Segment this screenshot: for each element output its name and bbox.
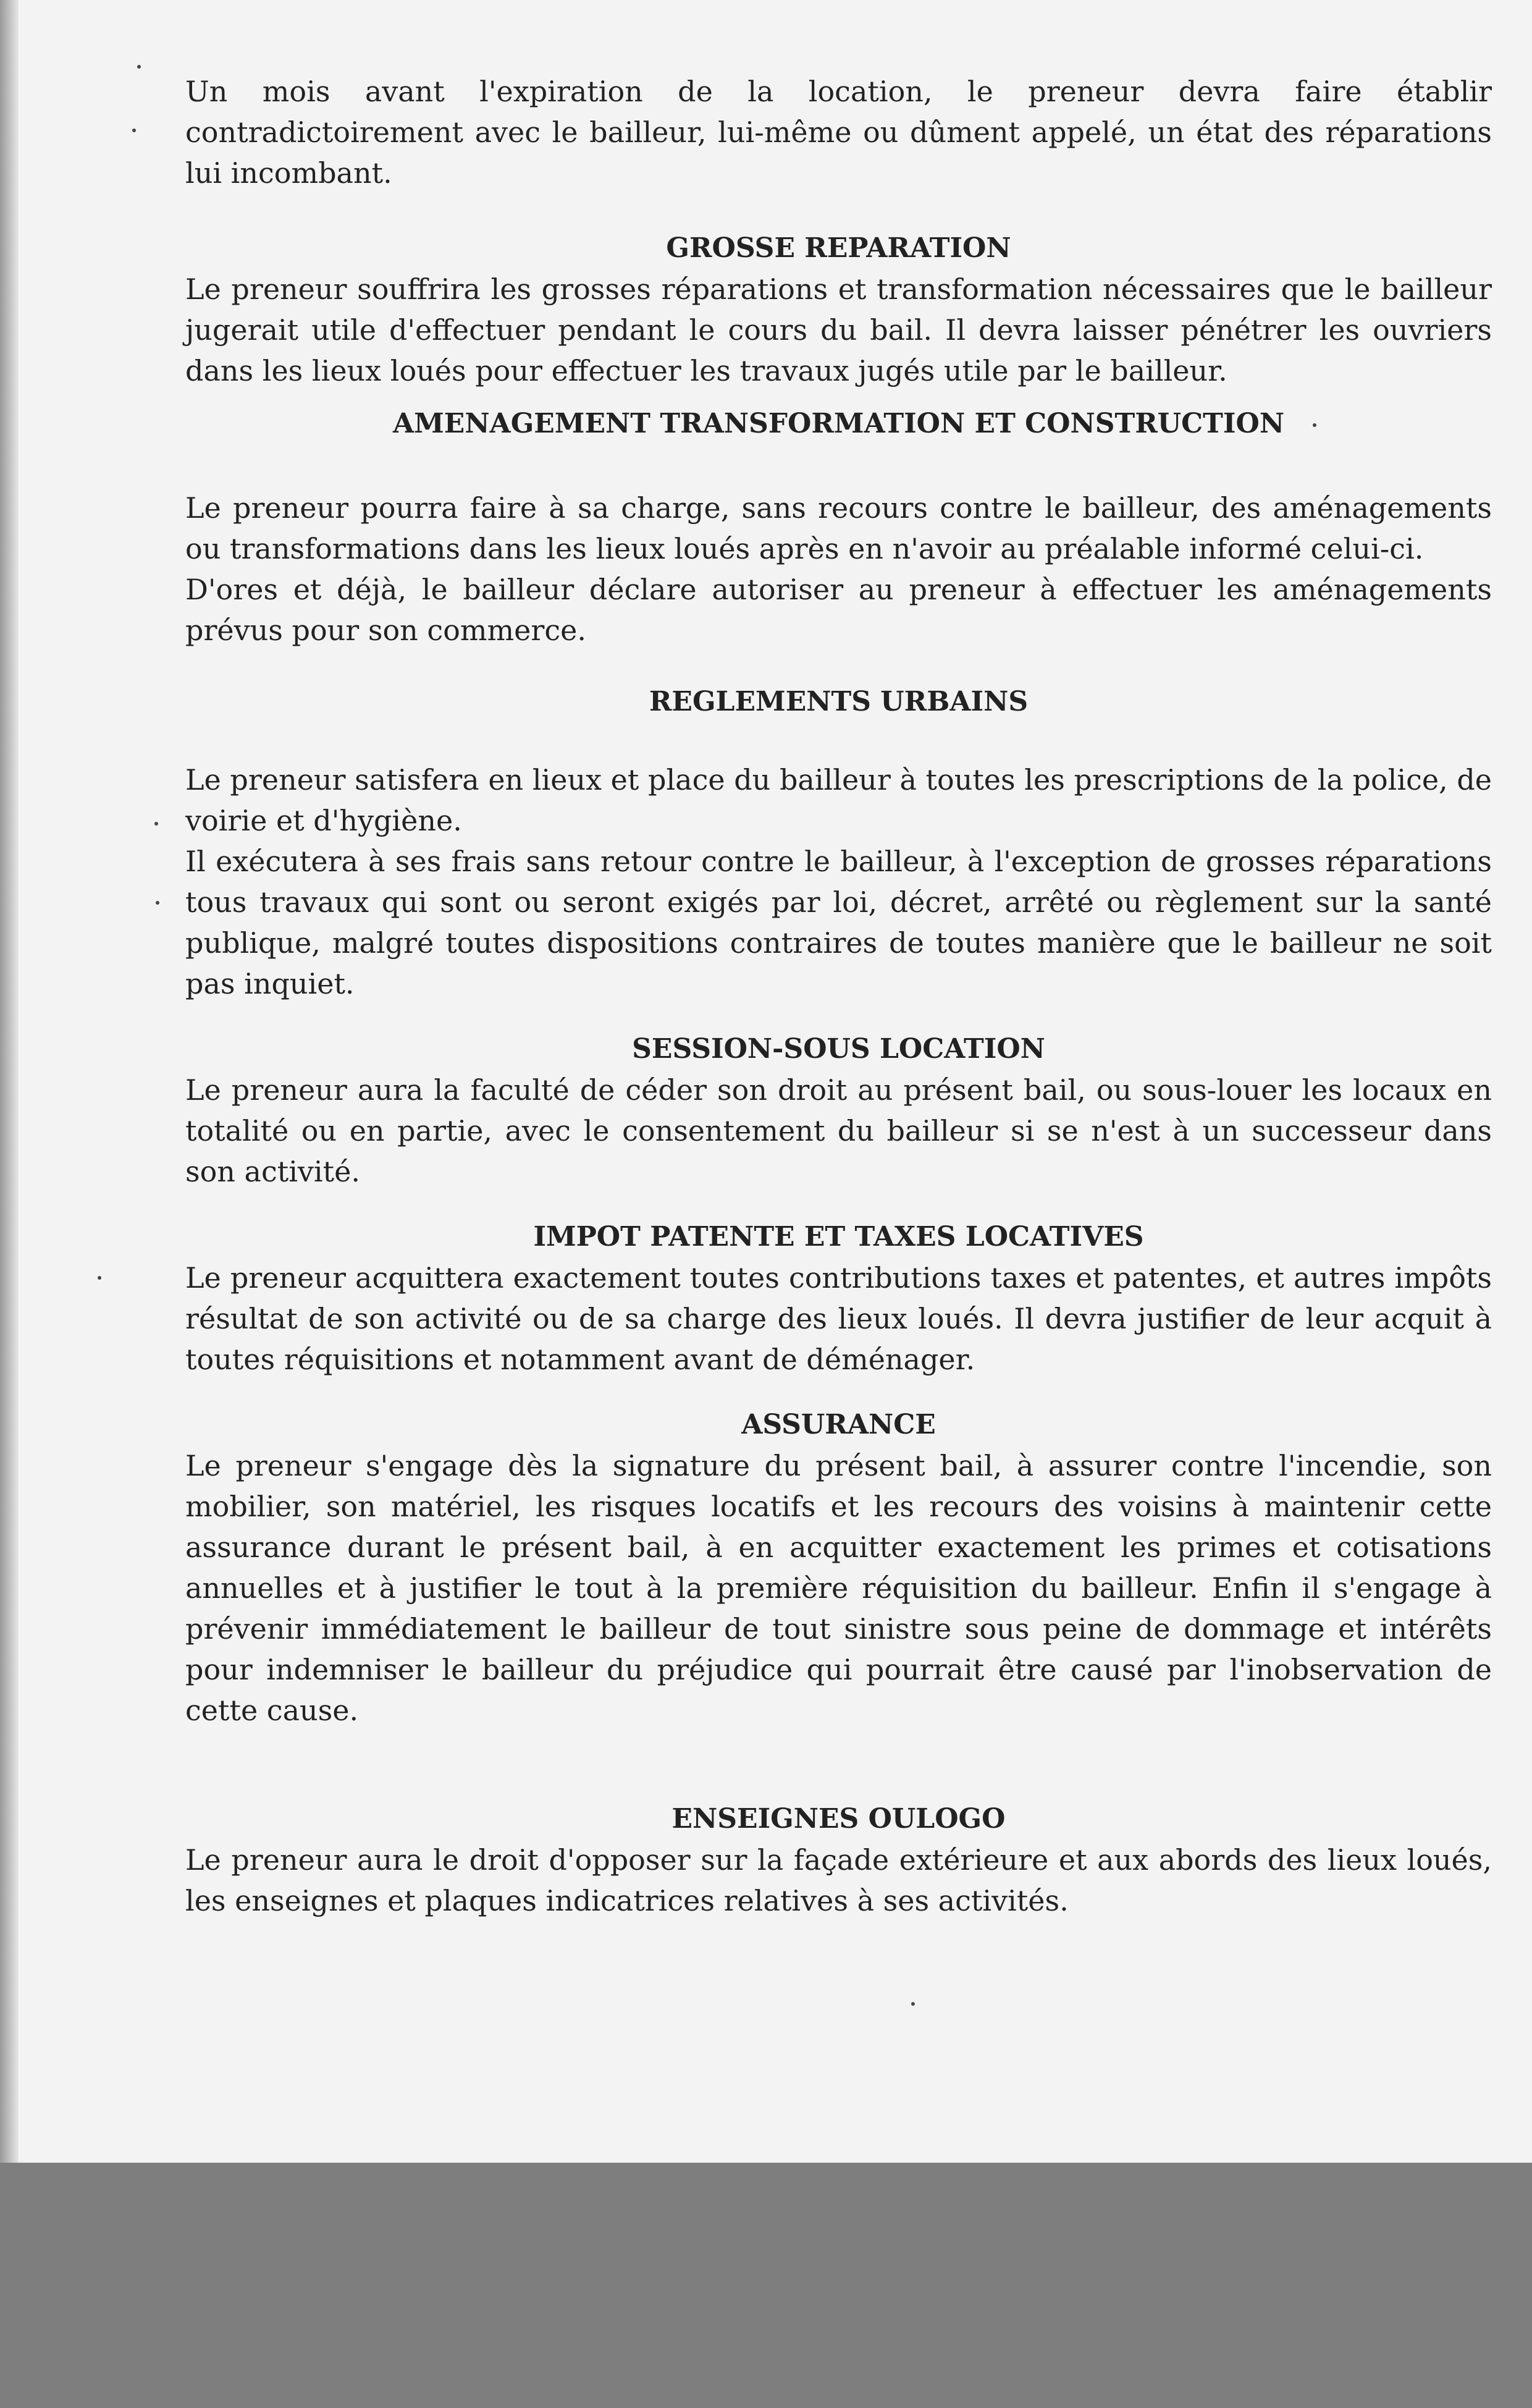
section-heading: IMPOT PATENTE ET TAXES LOCATIVES	[533, 1221, 1144, 1253]
section-enseignes	[185, 1799, 1492, 1921]
scan-edge-shadow	[0, 0, 19, 2163]
section-heading: ASSURANCE	[741, 1409, 936, 1440]
paragraph: Le preneur acquittera exactement toutes contributions taxes et patentes, et autres impôts résultat de son activité ou de sa charge des lieux loués. Il devra justifier de leur acquit à toutes réquisitions et notamment avant de déménager.	[185, 1261, 1492, 1376]
section-reglements-urbains	[185, 682, 1492, 1004]
paragraph: Le preneur aura la faculté de céder son droit au présent bail, ou sous-louer les locaux en totalité ou en partie, avec le consentement du bailleur si se n'est à un successeur dans son activité.	[185, 1073, 1492, 1188]
section-amenagement	[185, 403, 1492, 651]
section-grosse-reparation	[185, 228, 1492, 391]
section-heading: SESSION-SOUS LOCATION	[632, 1033, 1045, 1065]
paragraph: Le preneur s'engage dès la signature du présent bail, à assurer contre l'incendie, son mobilier, son matériel, les risques locatifs et les recours des voisins à maintenir cette assurance durant le présent bail, à en acquitter exactement les primes et cotisations annuelles et à justifier le tout à la première réquisition du bailleur. Enfin il s'engage à prévenir immédiatement le bailleur de tout sinistre sous peine de dommage et intérêts pour indemniser le bailleur du préjudice qui pourrait être causé par l'inobservation de cette cause.	[185, 1449, 1492, 1727]
section-impot-patente	[185, 1217, 1492, 1380]
paragraph: Le preneur pourra faire à sa charge, sans recours contre le bailleur, des aménagements ou transformations dans les lieux loués après en n'avoir au préalable informé celui-ci.	[185, 491, 1492, 565]
paragraph: Le preneur souffrira les grosses réparations et transformation nécessaires que le bailleur jugerait utile d'effectuer pendant le cours du bail. Il devra laisser pénétrer les ouvriers dans les lieux loués pour effectuer les travaux jugés utile par le bailleur.	[185, 272, 1492, 387]
scan-speck	[156, 901, 159, 905]
section-heading: GROSSE REPARATION	[666, 232, 1011, 264]
section-sous-location	[185, 1029, 1492, 1192]
paragraph: D'ores et déjà, le bailleur déclare autoriser au preneur à effectuer les aménagements prévus pour son commerce.	[185, 573, 1492, 647]
scan-speck	[911, 2002, 915, 2006]
paragraph: Le preneur satisfera en lieux et place du bailleur à toutes les prescriptions de la police, de voirie et d'hygiène.	[185, 763, 1492, 837]
paragraph: Un mois avant l'expiration de la location, le preneur devra faire établir contradictoirement avec le bailleur, lui-même ou dûment appelé, un état des réparations lui incombant.	[185, 75, 1492, 190]
document-body	[185, 71, 1492, 1921]
scan-speck	[154, 822, 158, 826]
paragraph: Il exécutera à ses frais sans retour contre le bailleur, à l'exception de grosses réparations tous travaux qui sont ou seront exigés par loi, décret, arrêté ou règlement sur la santé publique, malgré toutes dispositions contraires de toutes manière que le bailleur ne soit pas inquiet.	[185, 845, 1492, 1000]
section-intro	[185, 71, 1492, 193]
scan-speck	[98, 1276, 101, 1280]
section-heading: REGLEMENTS URBAINS	[649, 686, 1029, 717]
section-heading: AMENAGEMENT TRANSFORMATION ET CONSTRUCTION	[392, 408, 1285, 439]
section-assurance	[185, 1405, 1492, 1731]
scan-speck	[132, 129, 136, 132]
section-heading: ENSEIGNES OULOGO	[671, 1803, 1006, 1835]
scan-speck	[137, 65, 141, 69]
paragraph: Le preneur aura le droit d'opposer sur la façade extérieure et aux abords des lieux loués, les enseignes et plaques indicatrices relatives à ses activités.	[185, 1843, 1492, 1917]
